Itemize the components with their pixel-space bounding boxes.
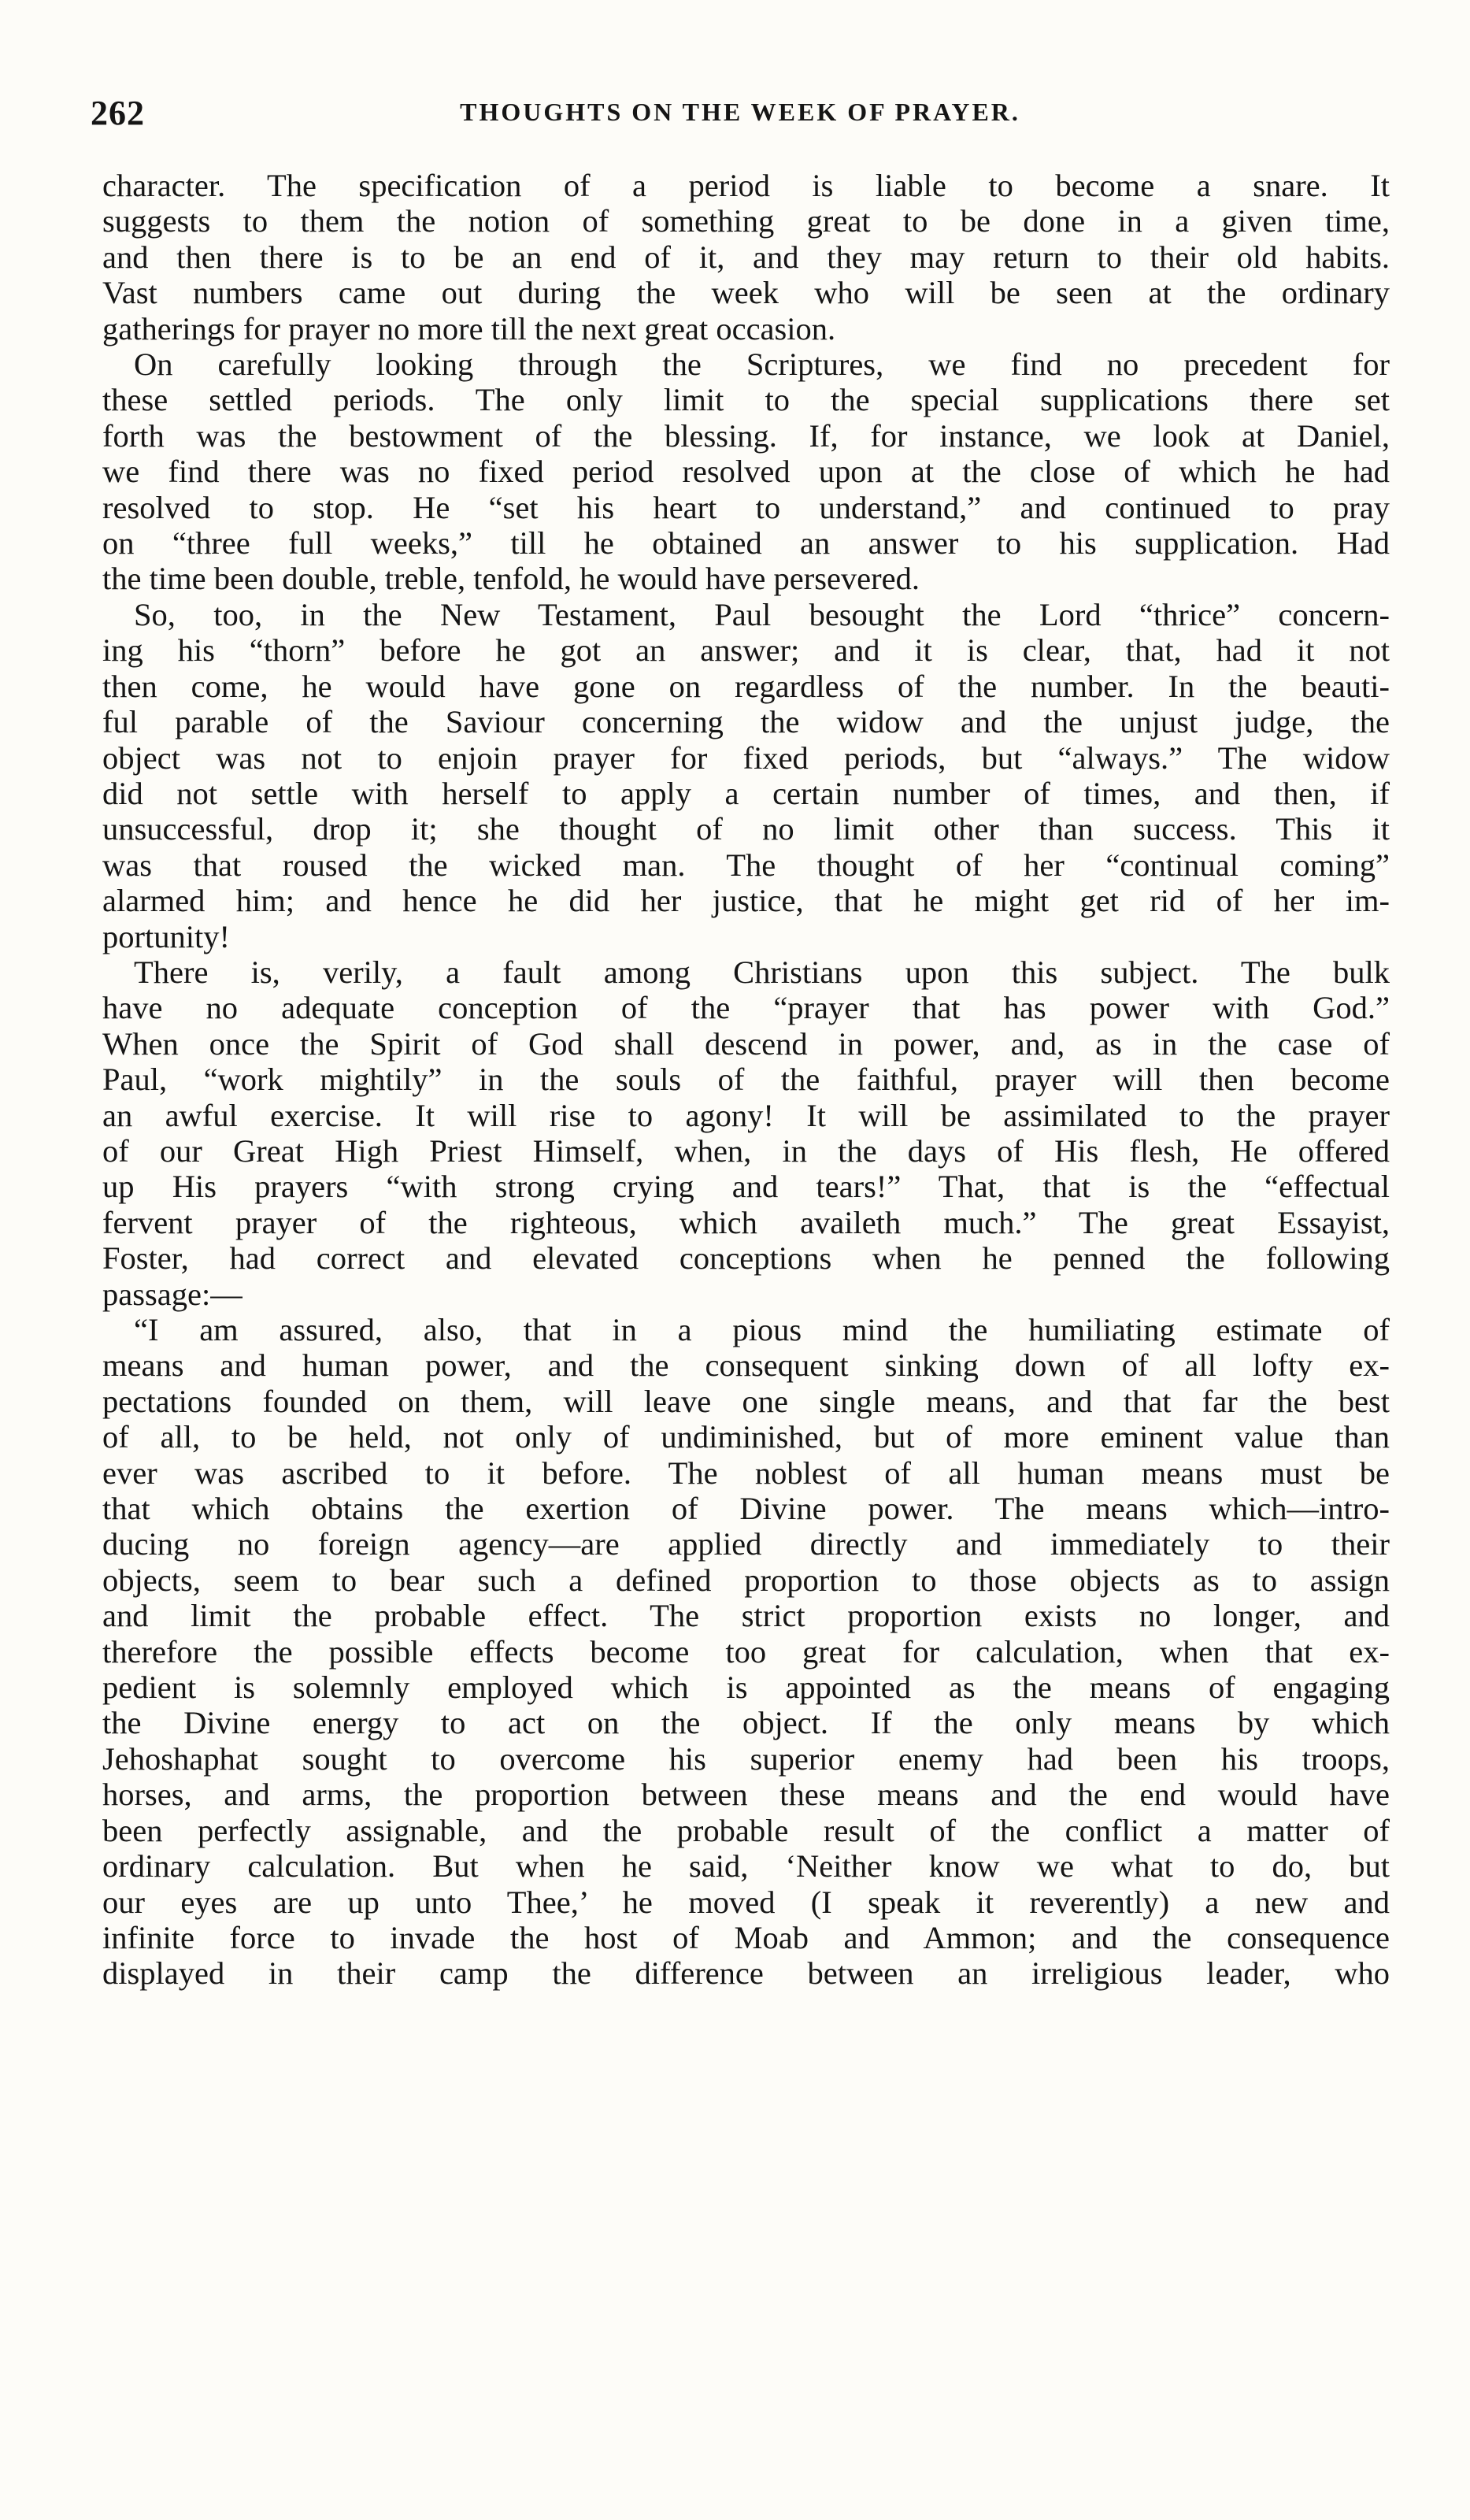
text-line: Foster, had correct and elevated conceptions when he penned the following [102,1240,1390,1277]
page-header [91,93,1390,140]
text-line: of our Great High Priest Himself, when, in the days of His flesh, He offered [102,1132,1390,1169]
text-line: therefore the possible effects become too great for calculation, when that ex- [102,1633,1390,1670]
text-line: the time been double, treble, tenfold, he would have persevered. [102,561,920,597]
text-line: means and human power, and the consequent sinking down of all lofty ex- [102,1347,1390,1384]
text-line: these settled periods. The only limit to the special supplications there set [102,382,1390,418]
text-line: we find there was no fixed period resolved upon at the close of which he had [102,454,1390,490]
text-line: horses, and arms, the proportion between these means and the end would have [102,1777,1390,1813]
text-line: pedient is solemnly employed which is appointed as the means of engaging [102,1670,1390,1706]
body-text [102,168,1390,1992]
text-line: gatherings for prayer no more till the next great occasion. [102,310,836,346]
text-line: infinite force to invade the host of Moab and Ammon; and the consequence [102,1919,1390,1955]
text-line: passage:— [102,1276,243,1312]
text-line: of all, to be held, not only of undiminished, but of more eminent value than [102,1419,1390,1455]
running-title: THOUGHTS ON THE WEEK OF PRAYER. [460,98,1020,126]
text-line: “I am assured, also, that in a pious mind the humiliating estimate of [134,1312,1390,1347]
text-line: So, too, in the New Testament, Paul besought the Lord “thrice” concern- [134,596,1390,632]
text-line: Jehoshaphat sought to overcome his superior enemy had been his troops, [102,1740,1390,1777]
text-line: resolved to stop. He “set his heart to understand,” and continued to pray [102,489,1390,525]
text-line: displayed in their camp the difference between an irreligious leader, who [102,1955,1390,1992]
text-line: ducing no foreign agency—are applied directly and immediately to their [102,1526,1390,1562]
text-line: On carefully looking through the Scriptures, we find no precedent for [134,346,1390,383]
text-line: ever was ascribed to it before. The noblest of all human means must be [102,1455,1390,1491]
text-line: When once the Spirit of God shall descend in power, and, as in the case of [102,1025,1390,1062]
text-line: and then there is to be an end of it, and they may return to their old habits. [102,239,1390,275]
text-line: character. The specification of a period is liable to become a snare. It [102,168,1390,203]
text-line: then come, he would have gone on regardless of the number. In the beauti- [102,668,1390,704]
text-line: and limit the probable effect. The strict proportion exists no longer, and [102,1598,1390,1634]
text-line: an awful exercise. It will rise to agony! It will be assimilated to the prayer [102,1097,1390,1133]
text-line: forth was the bestowment of the blessing. If, for instance, we look at Daniel, [102,417,1390,454]
text-line: have no adequate conception of the “prayer that has power with God.” [102,990,1390,1026]
text-line: suggests to them the notion of something great to be done in a given time, [102,203,1390,239]
text-line: There is, verily, a fault among Christians upon this subject. The bulk [134,954,1390,990]
text-line: unsuccessful, drop it; she thought of no limit other than success. This it [102,811,1390,847]
text-line: was that roused the wicked man. The thought of her “continual coming” [102,847,1390,883]
text-line: ful parable of the Saviour concerning the widow and the unjust judge, the [102,704,1390,740]
text-line: pectations founded on them, will leave one single means, and that far the best [102,1383,1390,1419]
text-line: up His prayers “with strong crying and tears!” That, that is the “effectual [102,1169,1390,1205]
text-line: objects, seem to bear such a defined proportion to those objects as to assign [102,1562,1390,1598]
text-line: the Divine energy to act on the object. If the only means by which [102,1705,1390,1741]
text-line: object was not to enjoin prayer for fixed periods, but “always.” The widow [102,739,1390,776]
text-line: our eyes are up unto Thee,’ he moved (I speak it reverently) a new and [102,1884,1390,1920]
text-line: Vast numbers came out during the week who will be seen at the ordinary [102,275,1390,311]
text-line: Paul, “work mightily” in the souls of the faithful, prayer will then become [102,1062,1390,1098]
text-line: did not settle with herself to apply a certain number of times, and then, if [102,775,1390,811]
text-line: ordinary calculation. But when he said, ‘Neither know we what to do, but [102,1848,1390,1884]
text-line: on “three full weeks,” till he obtained an answer to his supplication. Had [102,525,1390,561]
text-line: fervent prayer of the righteous, which availeth much.” The great Essayist, [102,1204,1390,1240]
text-line: ing his “thorn” before he got an answer; and it is clear, that, had it not [102,632,1390,669]
page-number: 262 [91,94,145,132]
text-line: been perfectly assignable, and the probable result of the conflict a matter of [102,1812,1390,1848]
text-line: alarmed him; and hence he did her justice, that he might get rid of her im- [102,883,1390,919]
text-line: that which obtains the exertion of Divine power. The means which—intro- [102,1491,1390,1527]
text-line: portunity! [102,918,230,954]
